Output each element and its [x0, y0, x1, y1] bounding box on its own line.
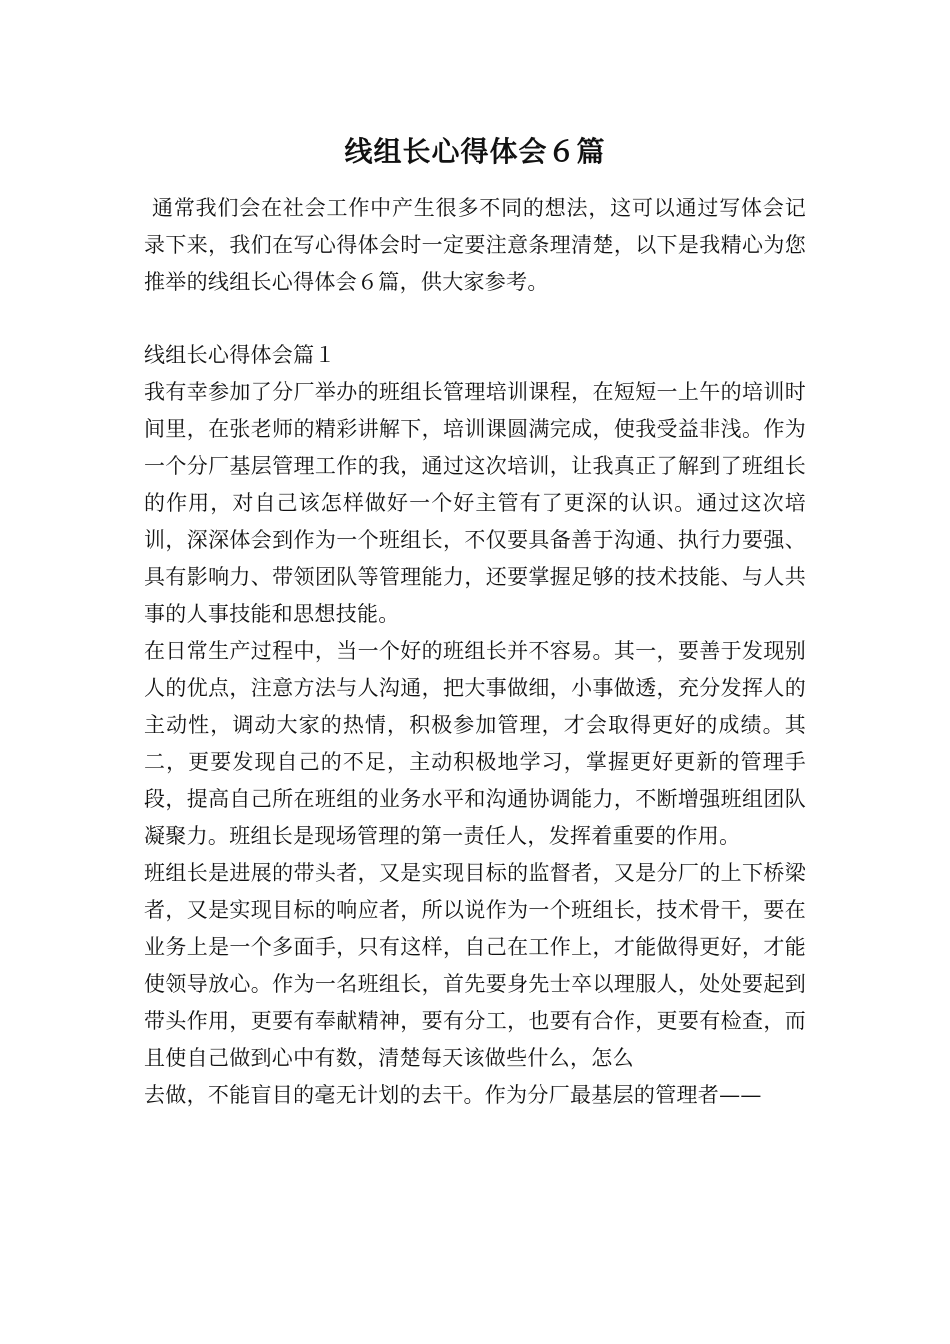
document-title: 线组长心得体会６篇 [344, 135, 606, 168]
intro-paragraph: 通常我们会在社会工作中产生很多不同的想法，这可以通过写体会记录下来，我们在写心得体会时一定要注意条理清楚，以下是我精心为您推举的线组长心得体会６篇，供大家参考。 [144, 196, 806, 294]
body-paragraph: 我有幸参加了分厂举办的班组长管理培训课程，在短短一上午的培训时间里，在张老师的精彩讲解下，培训课圆满完成，使我受益非浅。作为一个分厂基层管理工作的我，通过这次培训，让我真正了解到了班组长的作用，对自己该怎样做好一个好主管有了更深的认识。通过这次培训，深深体会到作为一个班组长，不仅要具备善于沟通、执行力要强、具有影响力、带领团队等管理能力，还要掌握足够的技术技能、与人共事的人事技能和思想技能。 [144, 380, 806, 626]
document-page [144, 0, 806, 1114]
body-paragraph: 在日常生产过程中，当一个好的班组长并不容易。其一，要善于发现别人的优点，注意方法与人沟通，把大事做细，小事做透，充分发挥人的主动性，调动大家的热情，积极参加管理，才会取得更好的成绩。其二，更要发现自己的不足，主动积极地学习，掌握更好更新的管理手段，提高自己所在班组的业务水平和沟通协调能力，不断增强班组团队凝聚力。班组长是现场管理的第一责任人，发挥着重要的作用。 [144, 639, 806, 848]
body-paragraph: 去做，不能盲目的毫无计划的去干。作为分厂最基层的管理者—— [144, 1083, 762, 1107]
body-paragraph: 班组长是进展的带头者，又是实现目标的监督者，又是分厂的上下桥梁者，又是实现目标的响应者，所以说作为一个班组长，技术骨干，要在业务上是一个多面手，只有这样，自己在工作上，才能做得更好，才能使领导放心。作为一名班组长，首先要身先士卒以理服人，处处要起到带头作用，更要有奉献精神，要有分工，也要有合作，更要有检查，而且使自己做到心中有数，清楚每天该做些什么，怎么 [144, 861, 806, 1070]
section-heading: 线组长心得体会篇１ [144, 343, 336, 367]
